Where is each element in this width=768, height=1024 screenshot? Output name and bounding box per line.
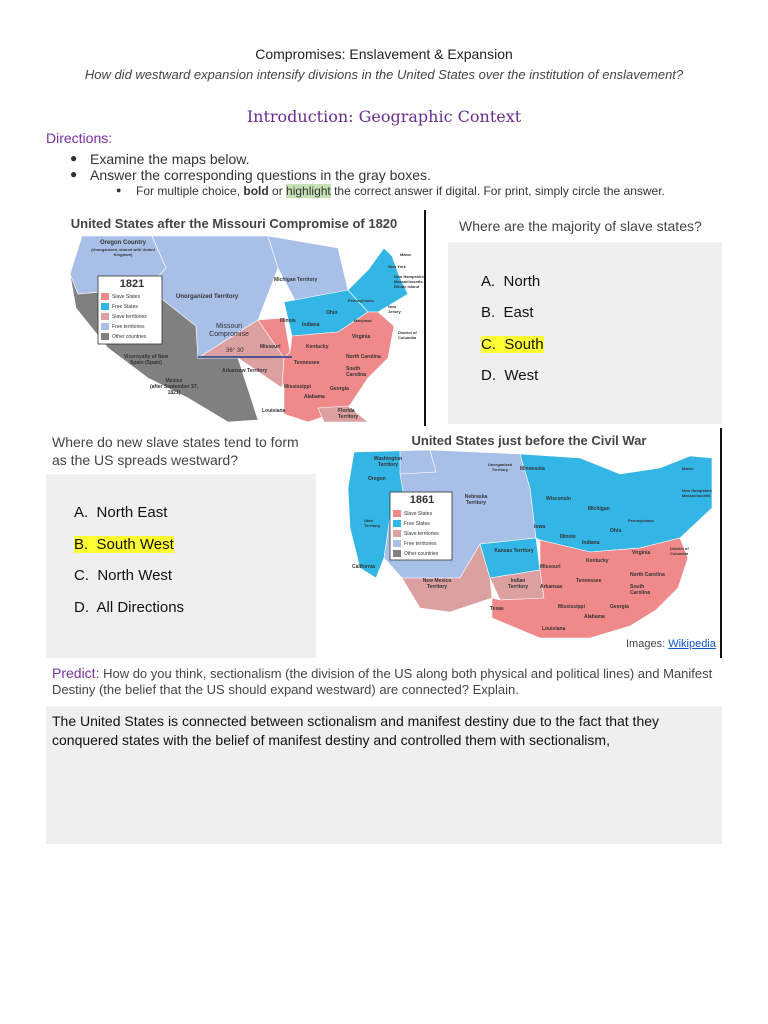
bullet-icon: ● — [70, 167, 78, 181]
label-michigan-2: Michigan — [588, 506, 610, 512]
label-indiana: Indiana — [302, 322, 320, 328]
map-missouri-compromise — [48, 208, 425, 422]
label-texas: Texas — [490, 606, 504, 612]
map2-title: United States just before the Civil War — [411, 433, 647, 448]
q1-question: Where are the majority of slave states? — [459, 218, 702, 234]
label-michigan: Michigan Territory — [274, 277, 318, 283]
q2-option-a[interactable]: A. North East — [74, 504, 168, 521]
label-indiana-2: Indiana — [582, 540, 600, 546]
label-north-carolina: North Carolina — [346, 354, 381, 360]
label-oregon: Oregon Country (Unorganized, shared with United Kingdom) — [91, 240, 155, 257]
bullet-icon: ● — [116, 185, 122, 195]
label-mexico: Mexico (after September 27, 1821) — [149, 378, 199, 396]
image-citation: Images: Wikipedia — [626, 638, 716, 650]
label-alabama-2: Alabama — [584, 614, 605, 620]
label-north-carolina-2: North Carolina — [630, 572, 665, 578]
map1-year: 1821 — [119, 278, 145, 290]
student-answer-text[interactable]: The United States is connected between sctionalism and manifest destiny due to the fact that they conquered states with the belief of manifest destiny and controlled them with sectionalism, — [52, 713, 660, 748]
label-virginia-2: Virginia — [632, 550, 651, 556]
label-nh-mass-ri: New Hampshire Massachusetts Rhode Island — [394, 274, 425, 289]
divider-line-right — [720, 428, 722, 658]
label-mississippi-2: Mississippi — [558, 604, 585, 610]
label-mississippi: Mississippi — [284, 384, 311, 390]
q1-option-b[interactable]: B. East — [481, 304, 534, 321]
label-kentucky-2: Kentucky — [586, 558, 609, 564]
label-wisconsin: Wisconsin — [546, 496, 571, 502]
map1-legend: Slave States Free States Slave territories Free territories Other countries — [112, 294, 147, 340]
label-maryland: Maryland — [354, 318, 372, 323]
q2-option-d[interactable]: D. All Directions — [74, 599, 185, 616]
label-tennessee-2: Tennessee — [576, 578, 602, 584]
label-ohio: Ohio — [326, 310, 338, 316]
label-new-mexico: New Mexico Territory — [422, 578, 452, 590]
label-nh-mass-2: New Hampshire Massachusetts — [682, 488, 713, 498]
label-alabama: Alabama — [304, 394, 325, 400]
label-south-carolina: South Carolina — [346, 366, 367, 378]
label-maine: Maine — [400, 252, 412, 257]
essential-question: How did westward expansion intensify divisions in the United States over the institution of enslavement? — [84, 67, 684, 82]
label-georgia-2: Georgia — [610, 604, 629, 610]
direction-item-1: ● Examine the maps below. — [70, 151, 250, 167]
q2-option-c[interactable]: C. North West — [74, 567, 173, 584]
document-title: Compromises: Enslavement & Expansion — [255, 46, 513, 62]
label-california: California — [352, 564, 376, 570]
label-unorganized-2: Unorganized Territory — [487, 462, 513, 472]
label-arkansaw: Arkansaw Territory — [222, 368, 268, 374]
label-kentucky: Kentucky — [306, 344, 329, 350]
label-unorganized: Unorganized Territory — [176, 294, 239, 300]
q1-option-a[interactable]: A. North — [481, 273, 541, 290]
q2-question: Where do new slave states tend to form as the US spreads westward? — [52, 434, 299, 468]
label-ohio-2: Ohio — [610, 528, 622, 534]
q1-answer-box — [448, 242, 722, 424]
label-florida: Florida Territory — [338, 408, 359, 420]
label-washington: Washington Territory — [373, 456, 403, 468]
label-nebraska: Nebraska Territory — [464, 494, 488, 506]
label-virginia: Virginia — [352, 334, 371, 340]
label-new-york: New York — [388, 264, 406, 269]
label-arkansas: Arkansas — [540, 584, 563, 590]
direction-subitem: ● For multiple choice, bold or highlight the correct answer if digital. For print, simply circle the answer. — [116, 184, 665, 198]
label-illinois-2: Illinois — [560, 534, 576, 540]
section-heading: Introduction: Geographic Context — [246, 107, 522, 126]
label-dc: District of Columbia — [398, 330, 417, 340]
label-missouri: Missouri — [260, 344, 281, 350]
label-new-jersey: New Jersey — [388, 304, 401, 314]
directions-label: Directions: — [46, 130, 113, 146]
label-louisiana: Louisiana — [262, 408, 286, 414]
label-pennsylvania: Pennsylvania — [348, 298, 374, 303]
label-south-carolina-2: South Carolina — [630, 584, 651, 596]
label-indian-territory: Indian Territory — [507, 578, 529, 590]
label-dc-2: District of Columbia — [670, 546, 689, 556]
q2-answer-box — [46, 474, 316, 658]
map2-legend: Slave States Free States Slave territories Free territories Other countries — [404, 511, 439, 557]
label-pennsylvania-2: Pennsylvania — [628, 518, 654, 523]
label-iowa: Iowa — [534, 524, 546, 530]
map1-title: United States after the Missouri Compromise of 1820 — [70, 216, 398, 231]
q1-option-d[interactable]: D. West — [481, 367, 539, 384]
divider-line — [424, 210, 426, 426]
label-illinois: Illinois — [280, 318, 296, 324]
map-before-civil-war — [340, 428, 718, 638]
q2-option-b[interactable]: B. South West — [74, 536, 174, 553]
map2-year: 1861 — [409, 494, 435, 506]
label-oregon-state: Oregon — [368, 476, 386, 482]
predict-prompt: Predict: How do you think, sectionalism (the division of the US along both physical and political lines) and Manifest Destiny (the belief that the US should expand westward) are connected? Explain. — [52, 665, 713, 697]
predict-answer-box[interactable] — [46, 706, 722, 844]
label-louisiana-2: Louisiana — [542, 626, 566, 632]
label-georgia: Georgia — [330, 386, 349, 392]
label-tennessee: Tennessee — [294, 360, 320, 366]
label-viceroyalty: Viceroyalty of New Spain (Spain) — [123, 354, 169, 366]
q1-option-c[interactable]: C. South — [481, 336, 544, 353]
direction-item-2: ● Answer the corresponding questions in the gray boxes. — [70, 167, 431, 183]
label-latitude: 36° 30' — [226, 348, 245, 354]
wikipedia-link[interactable]: Wikipedia — [668, 638, 716, 650]
label-missouri-2: Missouri — [540, 564, 561, 570]
label-maine-2: Maine — [682, 466, 694, 471]
label-missouri-compromise: Missouri Compromise — [209, 323, 249, 338]
label-utah: Utah Territory — [364, 518, 381, 528]
bullet-icon: ● — [70, 151, 78, 165]
label-minnesota: Minnesota — [520, 466, 545, 472]
label-kansas: Kansas Territory — [494, 548, 534, 554]
